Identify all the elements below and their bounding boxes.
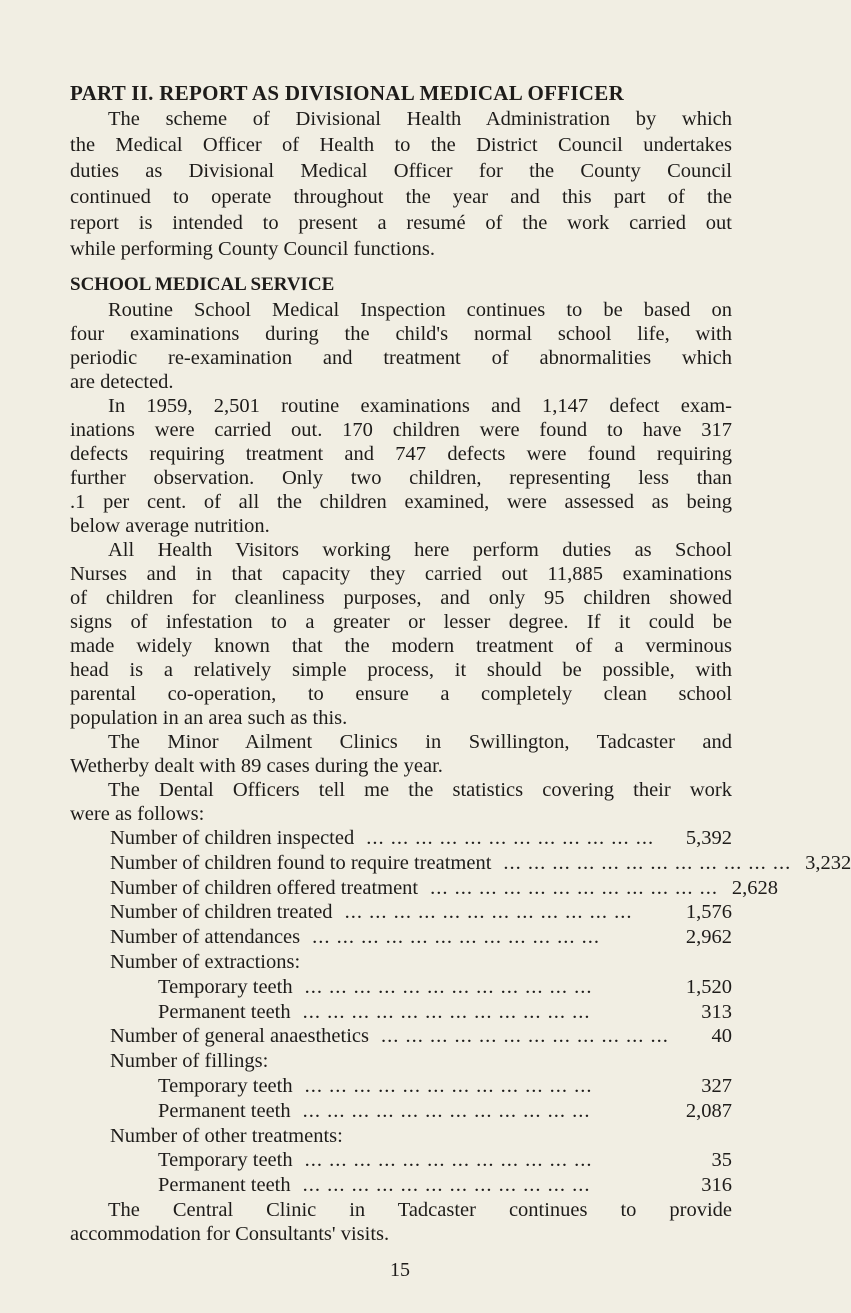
leader-dots: ... ... ... ... ... ... ... ... ... ... ... ... [304, 975, 593, 998]
row-label: Number of children found to require treatment [110, 851, 492, 874]
row-value: 313 [701, 1000, 732, 1023]
intro-paragraph [70, 106, 732, 262]
text-line: made widely known that the modern treatment of a verminous [70, 635, 732, 657]
row-value: 2,628 [731, 876, 779, 899]
leader-dots [343, 1124, 672, 1149]
text-line: continued to operate throughout the year and this part of the [70, 186, 732, 208]
row-label: Number of extractions: [110, 950, 301, 973]
paragraph [70, 394, 732, 538]
text-line: are detected. [70, 371, 174, 393]
row-label: Number of fillings: [110, 1050, 269, 1073]
paragraph [70, 298, 732, 394]
document-page [70, 80, 851, 1246]
text-line: below average nutrition. [70, 515, 270, 537]
table-row [70, 1148, 732, 1173]
text-line: while performing County Council functions. [70, 238, 435, 260]
paragraph [70, 730, 732, 778]
leader-dots: ... ... ... ... ... ... ... ... ... ... ... ... [366, 827, 655, 849]
table-row [70, 1074, 732, 1099]
table-row [70, 900, 732, 925]
text-line: Wetherby dealt with 89 cases during the year. [70, 755, 443, 777]
row-value: 2,087 [685, 1099, 732, 1122]
leader-dots: ... ... ... ... ... ... ... ... ... ... ... ... [302, 1174, 591, 1197]
row-label: Temporary teeth [158, 1149, 293, 1172]
table-row [70, 876, 779, 901]
row-label: Number of attendances [110, 926, 301, 949]
table-row [70, 1024, 732, 1049]
row-label: Number of other treatments: [110, 1124, 343, 1147]
leader-dots: ... ... ... ... ... ... ... ... ... ... ... ... [312, 926, 600, 949]
text-line: head is a relatively simple process, it should be possible, with [70, 659, 732, 681]
row-label: Number of children treated [110, 901, 333, 924]
row-value: 316 [701, 1174, 732, 1197]
table-row [70, 1099, 732, 1124]
dental-statistics-table [70, 826, 851, 1198]
text-line: parental co-operation, to ensure a completely clean school [70, 683, 732, 705]
leader-dots: ... ... ... ... ... ... ... ... ... ... ... ... [304, 1074, 593, 1097]
row-value [672, 1049, 732, 1074]
row-value: 1,520 [685, 975, 732, 998]
row-value: 40 [711, 1025, 732, 1048]
text-line: defects requiring treatment and 747 defects were found requiring [70, 443, 732, 465]
text-line: of children for cleanliness purposes, and only 95 children showed [70, 587, 732, 609]
row-label: Number of children inspected [110, 827, 355, 849]
text-line: .1 per cent. of all the children examined, were assessed as being [70, 491, 732, 513]
section-body [70, 298, 732, 826]
section-heading: SCHOOL MEDICAL SERVICE [70, 274, 335, 295]
row-label: Temporary teeth [158, 1074, 293, 1097]
leader-dots [300, 950, 672, 975]
row-value [672, 950, 732, 975]
row-label: Permanent teeth [158, 1174, 291, 1197]
leader-dots: ... ... ... ... ... ... ... ... ... ... ... ... [503, 851, 792, 874]
text-line: All Health Visitors working here perform duties as School [108, 539, 732, 561]
row-value [672, 1124, 732, 1149]
text-line: The Minor Ailment Clinics in Swillington, Tadcaster and [108, 731, 732, 753]
row-value: 5,392 [685, 827, 732, 849]
row-label: Number of general anaesthetics [110, 1025, 369, 1048]
table-row [70, 826, 732, 851]
leader-dots: ... ... ... ... ... ... ... ... ... ... ... ... [302, 1099, 591, 1122]
table-row [70, 925, 732, 950]
row-label: Temporary teeth [158, 975, 293, 998]
text-line: accommodation for Consultants' visits. [70, 1222, 390, 1245]
row-label: Permanent teeth [158, 1099, 291, 1122]
leader-dots [268, 1049, 672, 1074]
row-label: Number of children offered treatment [110, 876, 419, 899]
text-line: duties as Divisional Medical Officer for the County Council [70, 160, 732, 182]
leader-dots: ... ... ... ... ... ... ... ... ... ... ... ... [304, 1149, 593, 1172]
text-line: inations were carried out. 170 children were found to have 317 [70, 419, 732, 441]
closing-paragraph [70, 1198, 732, 1246]
text-line: Nurses and in that capacity they carried out 11,885 examinations [70, 563, 732, 585]
text-line: In 1959, 2,501 routine examinations and 1,147 defect exam- [108, 395, 732, 417]
leader-dots: ... ... ... ... ... ... ... ... ... ... ... ... [380, 1025, 669, 1048]
table-row [70, 1000, 732, 1025]
row-value: 3,232 [805, 851, 851, 874]
row-label: Permanent teeth [158, 1000, 291, 1023]
table-row [70, 975, 732, 1000]
text-line: report is intended to present a resumé of the work carried out [70, 212, 732, 234]
text-line: further observation. Only two children, representing less than [70, 467, 732, 489]
row-value: 35 [711, 1149, 732, 1172]
table-row [70, 1049, 732, 1074]
paragraph [70, 538, 732, 730]
page-title: PART II. REPORT AS DIVISIONAL MEDICAL OFFICER [70, 81, 625, 105]
table-row [70, 950, 732, 975]
text-line: The scheme of Divisional Health Administration by which [108, 108, 732, 130]
text-line: were as follows: [70, 803, 205, 825]
text-line: four examinations during the child's normal school life, with [70, 323, 732, 345]
row-value: 1,576 [685, 901, 732, 924]
page-number: 15 [390, 1259, 410, 1281]
table-row [70, 1173, 732, 1198]
row-value: 2,962 [685, 926, 732, 949]
text-line: Routine School Medical Inspection continues to be based on [108, 299, 732, 321]
leader-dots: ... ... ... ... ... ... ... ... ... ... ... ... [430, 876, 719, 899]
text-line: The Dental Officers tell me the statistics covering their work [108, 779, 732, 801]
leader-dots: ... ... ... ... ... ... ... ... ... ... ... ... [344, 901, 633, 924]
paragraph [70, 778, 732, 826]
text-line: population in an area such as this. [70, 707, 348, 729]
table-row [70, 1124, 732, 1149]
text-line: the Medical Officer of Health to the District Council undertakes [70, 134, 732, 156]
table-row [70, 851, 851, 876]
text-line: signs of infestation to a greater or lesser degree. If it could be [70, 611, 732, 633]
text-line: periodic re-examination and treatment of abnormalities which [70, 347, 732, 369]
row-value: 327 [701, 1074, 732, 1097]
leader-dots: ... ... ... ... ... ... ... ... ... ... ... ... [302, 1000, 591, 1023]
text-line: The Central Clinic in Tadcaster continues to provide [108, 1198, 732, 1221]
